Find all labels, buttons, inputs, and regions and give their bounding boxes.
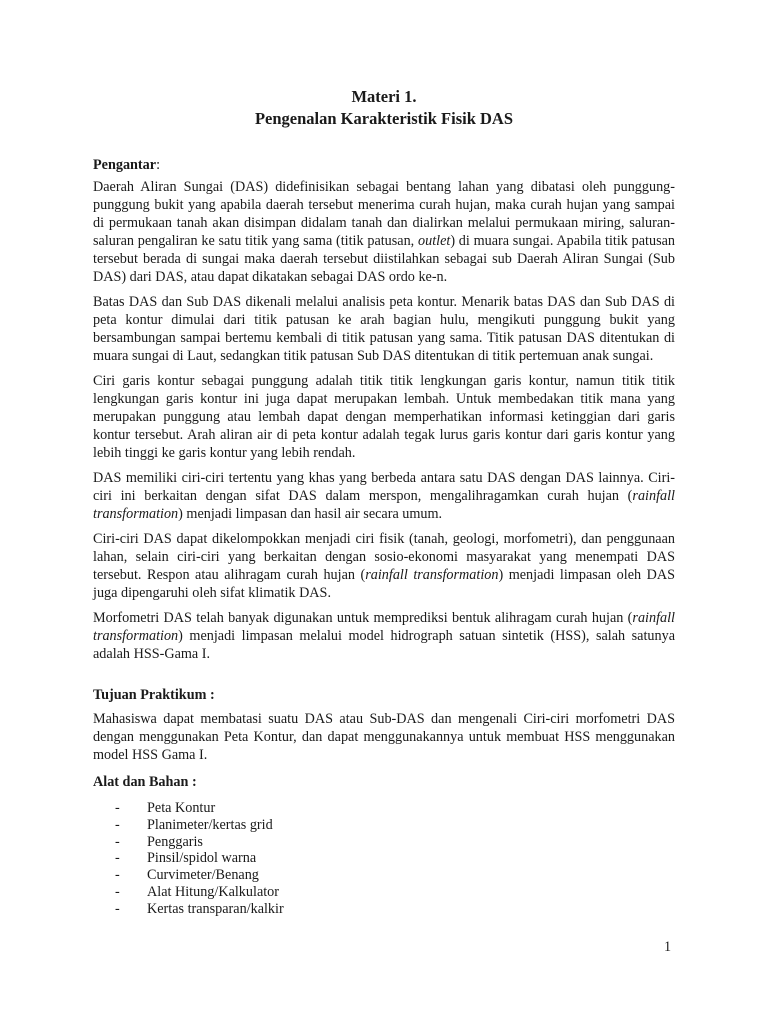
list-bullet: -	[115, 816, 120, 833]
paragraph-text: ) menjadi limpasan oleh DAS juga dipengaruhi oleh sifat klimatik DAS.	[93, 567, 675, 601]
list-item-text: Alat Hitung/Kalkulator	[147, 883, 279, 900]
list-item-text: Peta Kontur	[147, 800, 216, 816]
pengantar-paragraph-5	[93, 530, 675, 602]
tujuan-heading: Tujuan Praktikum :	[93, 687, 215, 703]
pengantar-paragraph-1	[93, 178, 675, 286]
list-item	[115, 817, 675, 834]
list-item	[115, 884, 675, 901]
alat-heading: Alat dan Bahan :	[93, 774, 197, 790]
list-bullet: -	[115, 850, 120, 867]
alat-list	[93, 800, 675, 918]
paragraph-text: Ciri-ciri DAS dapat dikelompokkan menjadi ciri fisik (tanah, geologi, morfometri), dan penggunaan lahan, selain ciri-ciri yang berkaitan dengan sosio-ekonomi masyarakat yang menempati DAS tersebut. Respon atau alihragam curah hujan (	[93, 531, 675, 583]
document-subtitle: Pengenalan Karakteristik Fisik DAS	[254, 109, 514, 128]
list-bullet: -	[115, 900, 120, 917]
paragraph-emphasis: rainfall transformation	[365, 567, 499, 583]
paragraph-emphasis: rainfall transformation	[93, 488, 675, 522]
paragraph-text: ) menjadi limpasan dan hasil air secara umum.	[178, 506, 443, 522]
pengantar-heading	[93, 156, 675, 174]
list-bullet: -	[115, 833, 120, 850]
list-item-text: Penggaris	[147, 833, 203, 850]
paragraph-emphasis: outlet	[418, 233, 451, 249]
pengantar-paragraph-2: Batas DAS dan Sub DAS dikenali melalui analisis peta kontur. Menarik batas DAS dan Sub DAS di peta kontur dimulai dari titik patusan ke arah bagian hulu, mengikuti punggung bukit yang bersambungan sampai bertemu kembali di titik patusan yang sama. Titik patusan DAS ditentukan di muara sungai di Laut, sedangkan titik patusan Sub DAS ditentukan di titik pertemuan anak sungai.	[93, 294, 675, 364]
pengantar-heading-suffix: :	[156, 157, 161, 173]
pengantar-paragraph-4	[93, 469, 675, 523]
pengantar-heading-text: Pengantar	[93, 157, 157, 173]
paragraph-text: ) menjadi limpasan melalui model hidrograph satuan sintetik (HSS), salah satunya adalah HSS-Gama I.	[93, 628, 675, 662]
paragraph-text: ) di muara sungai. Apabila titik patusan tersebut berada di sungai maka daerah tersebut diistilahkan sebagai sub Daerah Aliran Sungai (Sub DAS) dari DAS, atau dapat dikatakan sebagai DAS ordo ke-n.	[93, 233, 675, 285]
list-bullet: -	[115, 800, 120, 816]
paragraph-text: Daerah Aliran Sungai (DAS) didefinisikan sebagai bentang lahan yang dibatasi oleh punggung-punggung bukit yang apabila daerah tersebut menerima curah hujan, maka curah hujan yang sampai di permukaan tanah akan disimpan didalam tanah dan dialirkan melalui permukaan miring, saluran-saluran pengaliran ke satu titik yang sama (titik patusan,	[93, 179, 675, 249]
paragraph-text: DAS memiliki ciri-ciri tertentu yang khas yang berbeda antara satu DAS dengan DAS lainnya. Ciri-ciri ini berkaitan dengan sifat DAS dalam merspon, mengalihragamkan curah hujan (	[93, 470, 675, 504]
tujuan-paragraph: Mahasiswa dapat membatasi suatu DAS atau Sub-DAS dan mengenali Ciri-ciri morfometri DAS dengan menggunakan Peta Kontur, dan dapat menggunakannya untuk membuat HSS menggunakan model HSS Gama I.	[93, 711, 675, 763]
pengantar-paragraph-6	[93, 609, 675, 663]
document-title: Materi 1.	[351, 87, 417, 106]
list-item-text: Planimeter/kertas grid	[147, 816, 273, 833]
paragraph-emphasis: rainfall transformation	[93, 610, 675, 644]
list-item	[115, 800, 675, 817]
list-item-text: Kertas transparan/kalkir	[147, 900, 284, 917]
page-number: 1	[664, 939, 672, 955]
list-item	[115, 867, 675, 884]
list-item-text: Curvimeter/Benang	[147, 867, 259, 884]
document-page	[93, 86, 675, 918]
list-item	[115, 850, 675, 867]
list-item	[115, 834, 675, 851]
pengantar-paragraph-3: Ciri garis kontur sebagai punggung adalah titik titik lengkungan garis kontur, namun titik titik lengkungan garis kontur ini juga dapat merupakan lembah. Untuk membedakan titik mana yang merupakan punggung atau lembah dapat dengan memperhatikan informasi ketinggian dari garis kontur tersebut. Arah aliran air di peta kontur adalah tegak lurus garis kontur dari garis kontur yang lebih tinggi ke garis kontur yang lebih rendah.	[93, 373, 675, 461]
paragraph-text: Morfometri DAS telah banyak digunakan untuk memprediksi bentuk alihragam curah hujan (	[93, 610, 633, 626]
list-bullet: -	[115, 867, 120, 884]
list-item-text: Pinsil/spidol warna	[147, 850, 257, 867]
list-item	[115, 901, 675, 918]
list-bullet: -	[115, 883, 120, 900]
